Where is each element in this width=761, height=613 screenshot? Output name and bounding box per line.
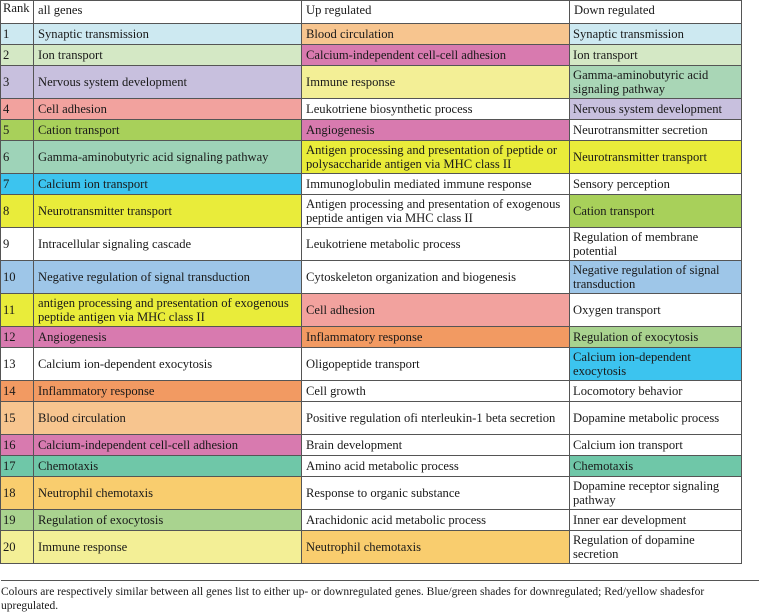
table-row [1,261,742,294]
down-regulated-cell: Negative regulation of signal transduction [570,261,742,294]
all-genes-cell: Calcium ion-dependent exocytosis [34,348,302,381]
all-genes-cell: Neurotransmitter transport [34,195,302,228]
rank-cell: 8 [1,195,34,228]
up-regulated-cell: Positive regulation ofi nterleukin-1 beta secretion [302,402,570,435]
all-genes-cell: Calcium ion transport [34,174,302,195]
table-row [1,45,742,66]
up-regulated-cell: Cytoskeleton organization and biogenesis [302,261,570,294]
table-row [1,477,742,510]
table-footnote: Colours are respectively similar between all genes list to either up- or downregulated genes. Blue/green shades for downregulated; Red/yellow shadesfor upregulated. [1,580,759,613]
table-row [1,99,742,120]
all-genes-cell: Gamma-aminobutyric acid signaling pathway [34,141,302,174]
up-regulated-cell: Arachidonic acid metabolic process [302,510,570,531]
table-row [1,294,742,327]
down-regulated-cell: Cation transport [570,195,742,228]
rank-cell: 1 [1,24,34,45]
down-regulated-cell: Calcium ion transport [570,435,742,456]
up-regulated-cell: Immunoglobulin mediated immune response [302,174,570,195]
rank-cell: 12 [1,327,34,348]
table-row [1,456,742,477]
down-regulated-cell: Regulation of exocytosis [570,327,742,348]
table-row [1,141,742,174]
table-row [1,348,742,381]
all-genes-cell: Chemotaxis [34,456,302,477]
down-regulated-cell: Calcium ion-dependent exocytosis [570,348,742,381]
down-regulated-cell: Dopamine receptor signaling pathway [570,477,742,510]
down-regulated-cell: Neurotransmitter transport [570,141,742,174]
rank-cell: 19 [1,510,34,531]
header-down-regulated: Down regulated [570,1,742,24]
all-genes-cell: Cation transport [34,120,302,141]
rank-cell: 17 [1,456,34,477]
all-genes-cell: Angiogenesis [34,327,302,348]
table-row [1,24,742,45]
table-row [1,402,742,435]
header-row [1,1,742,24]
rank-cell: 15 [1,402,34,435]
up-regulated-cell: Brain development [302,435,570,456]
up-regulated-cell: Leukotriene biosynthetic process [302,99,570,120]
up-regulated-cell: Antigen processing and presentation of exogenous peptide antigen via MHC class II [302,195,570,228]
down-regulated-cell: Regulation of dopamine secretion [570,531,742,564]
down-regulated-cell: Oxygen transport [570,294,742,327]
all-genes-cell: Negative regulation of signal transduction [34,261,302,294]
down-regulated-cell: Synaptic transmission [570,24,742,45]
up-regulated-cell: Calcium-independent cell-cell adhesion [302,45,570,66]
table-row [1,327,742,348]
up-regulated-cell: Inflammatory response [302,327,570,348]
rank-cell: 3 [1,66,34,99]
up-regulated-cell: Blood circulation [302,24,570,45]
all-genes-cell: Nervous system development [34,66,302,99]
rank-cell: 4 [1,99,34,120]
table-row [1,195,742,228]
table-row [1,174,742,195]
down-regulated-cell: Sensory perception [570,174,742,195]
up-regulated-cell: Leukotriene metabolic process [302,228,570,261]
rank-cell: 2 [1,45,34,66]
all-genes-cell: Inflammatory response [34,381,302,402]
all-genes-cell: Ion transport [34,45,302,66]
rank-cell: 18 [1,477,34,510]
all-genes-cell: Cell adhesion [34,99,302,120]
up-regulated-cell: Antigen processing and presentation of peptide or polysaccharide antigen via MHC class II [302,141,570,174]
rank-cell: 16 [1,435,34,456]
header-rank: Rank [1,1,34,24]
down-regulated-cell: Ion transport [570,45,742,66]
all-genes-cell: Neutrophil chemotaxis [34,477,302,510]
table-body [1,24,742,564]
down-regulated-cell: Nervous system development [570,99,742,120]
up-regulated-cell: Angiogenesis [302,120,570,141]
all-genes-cell: Synaptic transmission [34,24,302,45]
up-regulated-cell: Cell adhesion [302,294,570,327]
down-regulated-cell: Locomotory behavior [570,381,742,402]
down-regulated-cell: Inner ear development [570,510,742,531]
up-regulated-cell: Response to organic substance [302,477,570,510]
up-regulated-cell: Amino acid metabolic process [302,456,570,477]
up-regulated-cell: Immune response [302,66,570,99]
rank-cell: 7 [1,174,34,195]
rank-cell: 11 [1,294,34,327]
rank-cell: 10 [1,261,34,294]
rank-cell: 9 [1,228,34,261]
down-regulated-cell: Regulation of membrane potential [570,228,742,261]
table-row [1,120,742,141]
up-regulated-cell: Cell growth [302,381,570,402]
header-all-genes: all genes [34,1,302,24]
down-regulated-cell: Dopamine metabolic process [570,402,742,435]
table-row [1,531,742,564]
rank-cell: 20 [1,531,34,564]
table-row [1,381,742,402]
header-up-regulated: Up regulated [302,1,570,24]
all-genes-cell: Intracellular signaling cascade [34,228,302,261]
table-row [1,435,742,456]
up-regulated-cell: Oligopeptide transport [302,348,570,381]
rank-cell: 14 [1,381,34,402]
rank-cell: 6 [1,141,34,174]
table-row [1,228,742,261]
down-regulated-cell: Neurotransmitter secretion [570,120,742,141]
down-regulated-cell: Gamma-aminobutyric acid signaling pathway [570,66,742,99]
up-regulated-cell: Neutrophil chemotaxis [302,531,570,564]
all-genes-cell: Immune response [34,531,302,564]
all-genes-cell: Blood circulation [34,402,302,435]
rank-cell: 13 [1,348,34,381]
table-row [1,66,742,99]
all-genes-cell: Regulation of exocytosis [34,510,302,531]
all-genes-cell: Calcium-independent cell-cell adhesion [34,435,302,456]
rank-cell: 5 [1,120,34,141]
table-row [1,510,742,531]
all-genes-cell: antigen processing and presentation of exogenous peptide antigen via MHC class II [34,294,302,327]
down-regulated-cell: Chemotaxis [570,456,742,477]
